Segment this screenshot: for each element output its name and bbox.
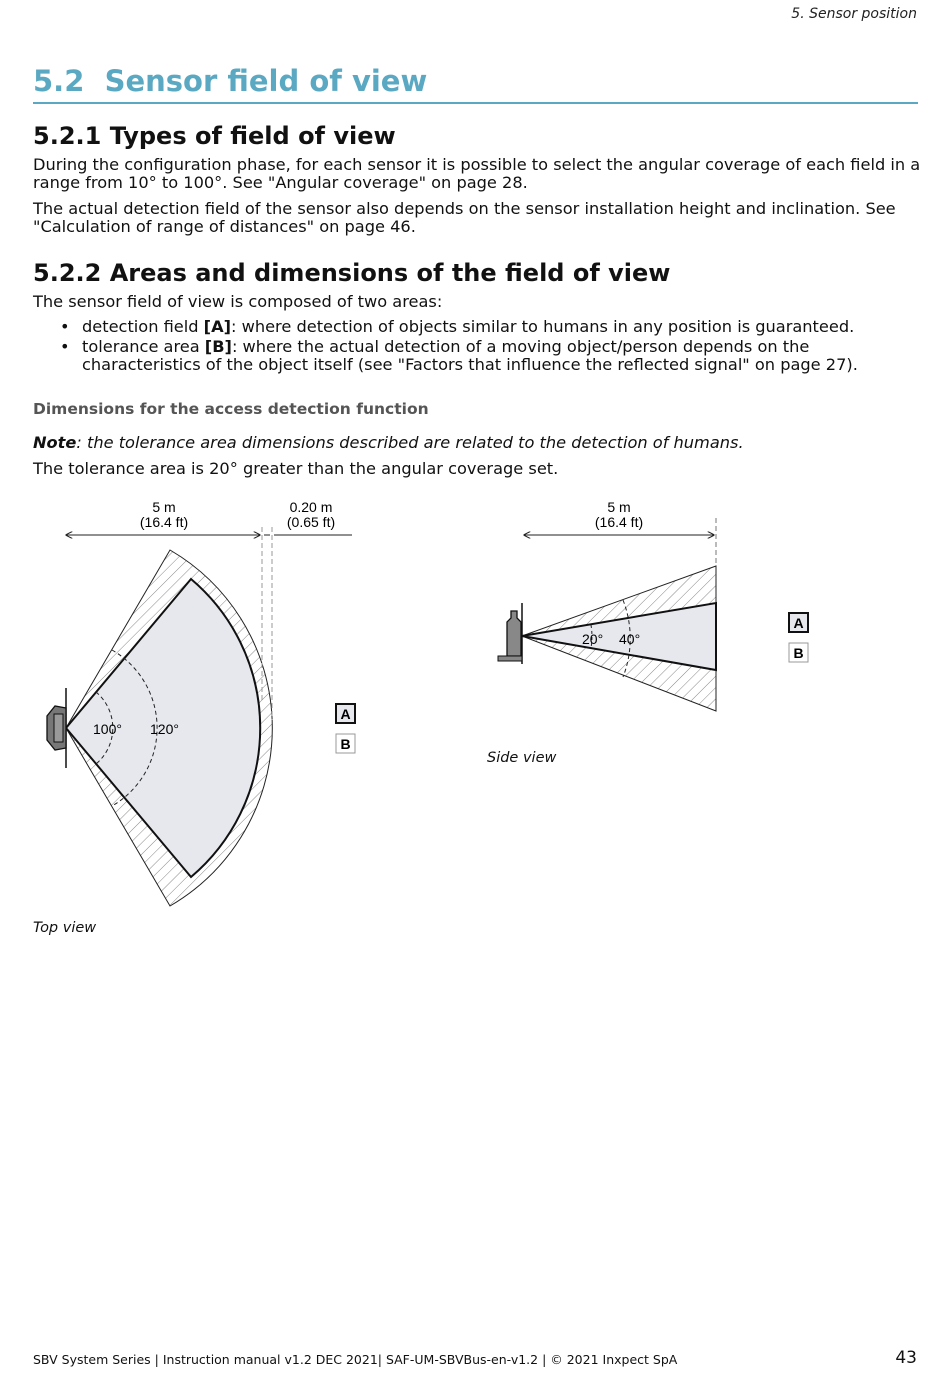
subsection-heading-1: 5.2.1 Types of field of view [33,122,396,150]
list-item [60,338,920,374]
angle-label-b: 40° [619,631,641,647]
angle-label-a: 100° [93,721,122,737]
paragraph-angular: During the configuration phase, for each sensor it is possible to select the angular coverage of each field in a range from 10° to 100°. See "Angular coverage" on page 28. [33,155,921,192]
section-number: 5.2 [33,64,85,98]
note [33,433,744,452]
legend-b-label: B [340,736,351,752]
angle-label-a: 20° [582,631,604,647]
bullet-text: : where detection of objects similar to humans in any position is guaranteed. [231,317,855,336]
running-head: 5. Sensor position [791,6,917,22]
side-view-diagram [490,495,820,720]
dim-label-ft: (16.4 ft) [139,514,189,530]
legend-a-label: A [793,615,804,631]
subsection-heading-2: 5.2.2 Areas and dimensions of the field of view [33,259,671,287]
tolerance-text: The tolerance area is 20° greater than the angular coverage set. [33,459,559,478]
bullet-key: [B] [204,337,232,356]
side-view-caption: Side view [487,750,557,766]
note-label: Note [33,433,77,452]
dim-label-ft: (16.4 ft) [594,514,644,530]
footer: SBV System Series | Instruction manual v1.2 DEC 2021| SAF-UM-SBVBus-en-v1.2 | © 2021 Inxpect SpA [33,1352,678,1367]
dim2-label-m: 0.20 m [289,499,333,515]
dim-label-m: 5 m [152,499,176,515]
dim2-label-ft: (0.65 ft) [286,514,336,530]
paragraph-intro: The sensor field of view is composed of two areas: [33,292,443,311]
bullet-key: [A] [203,317,231,336]
bullet-icon: • [60,337,70,356]
area-list [60,318,920,376]
angle-label-b: 120° [150,721,179,737]
note-text: : the tolerance area dimensions described are related to the detection of humans. [76,433,744,452]
list-item [60,318,920,336]
paragraph-detection: The actual detection field of the sensor also depends on the sensor installation height and inclination. See "Calculation of range of distances" on page 46. [33,199,896,236]
legend-b-label: B [793,645,804,661]
top-view-caption: Top view [33,920,97,936]
sensor-icon [507,611,521,656]
dim-label-m: 5 m [607,499,631,515]
page-number: 43 [895,1348,917,1368]
dimensions-heading: Dimensions for the access detection function [33,400,429,418]
bullet-text: : where the actual detection of a moving object/person depends on the characteristics of the object itself (see "Factors that influence the reflected signal" on page 27). [82,337,858,374]
bullet-text: detection field [82,317,204,336]
bullet-text: tolerance area [82,337,205,356]
section-title-text: Sensor field of view [104,64,428,98]
bullet-icon: • [60,317,70,336]
top-view-diagram [30,495,375,915]
legend-a-label: A [340,706,351,722]
section-title [33,64,918,104]
bracket [498,656,522,661]
